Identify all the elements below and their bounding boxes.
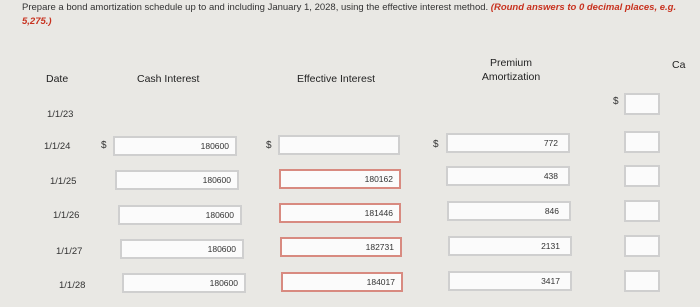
header-premium bbox=[466, 56, 556, 84]
effective-interest-input-1[interactable] bbox=[278, 135, 400, 155]
carrying-value-input-2[interactable] bbox=[624, 165, 660, 187]
dollar-sign: $ bbox=[613, 96, 619, 107]
header-carrying-value: Ca bbox=[672, 59, 686, 71]
rounding-note: (Round answers to 0 decimal places, e.g. 5,275.) bbox=[22, 2, 677, 27]
premium-amortization-input-1[interactable]: 772 bbox=[446, 133, 570, 153]
carrying-value-input-0[interactable] bbox=[624, 93, 660, 115]
cash-interest-input-5[interactable]: 180600 bbox=[122, 273, 246, 293]
premium-amortization-input-2[interactable]: 438 bbox=[446, 166, 570, 186]
header-effective-interest: Effective Interest bbox=[297, 73, 376, 85]
row-date: 1/1/26 bbox=[53, 210, 80, 221]
dollar-sign: $ bbox=[101, 140, 107, 151]
premium-amortization-input-4[interactable]: 2131 bbox=[448, 236, 572, 256]
cash-interest-input-3[interactable]: 180600 bbox=[118, 205, 242, 225]
carrying-value-input-4[interactable] bbox=[624, 235, 660, 257]
effective-interest-input-2[interactable]: 180162 bbox=[279, 169, 401, 189]
row-date: 1/1/27 bbox=[56, 246, 83, 257]
header-premium-line2: Amortization bbox=[481, 71, 541, 83]
row-date: 1/1/25 bbox=[50, 176, 77, 187]
carrying-value-input-5[interactable] bbox=[624, 270, 660, 292]
cash-interest-input-4[interactable]: 180600 bbox=[120, 239, 244, 259]
cash-interest-input-2[interactable]: 180600 bbox=[115, 170, 239, 190]
dollar-sign: $ bbox=[266, 140, 272, 151]
dollar-sign: $ bbox=[433, 139, 439, 150]
row-date: 1/1/24 bbox=[44, 141, 71, 152]
effective-interest-input-4[interactable]: 182731 bbox=[280, 237, 402, 257]
carrying-value-input-3[interactable] bbox=[624, 200, 660, 222]
row-date: 1/1/23 bbox=[47, 109, 74, 120]
cash-interest-input-1[interactable]: 180600 bbox=[113, 136, 237, 156]
instructions bbox=[22, 1, 690, 29]
header-date: Date bbox=[46, 73, 69, 85]
effective-interest-input-3[interactable]: 181446 bbox=[279, 203, 401, 223]
row-date: 1/1/28 bbox=[59, 280, 86, 291]
carrying-value-input-1[interactable] bbox=[624, 131, 660, 153]
header-cash-interest: Cash Interest bbox=[137, 73, 200, 85]
instructions-text: Prepare a bond amortization schedule up to and including January 1, 2028, using the effective interest method. bbox=[22, 2, 489, 13]
effective-interest-input-5[interactable]: 184017 bbox=[281, 272, 403, 292]
premium-amortization-input-3[interactable]: 846 bbox=[447, 201, 571, 221]
header-premium-line1: Premium bbox=[489, 57, 532, 69]
premium-amortization-input-5[interactable]: 3417 bbox=[448, 271, 572, 291]
